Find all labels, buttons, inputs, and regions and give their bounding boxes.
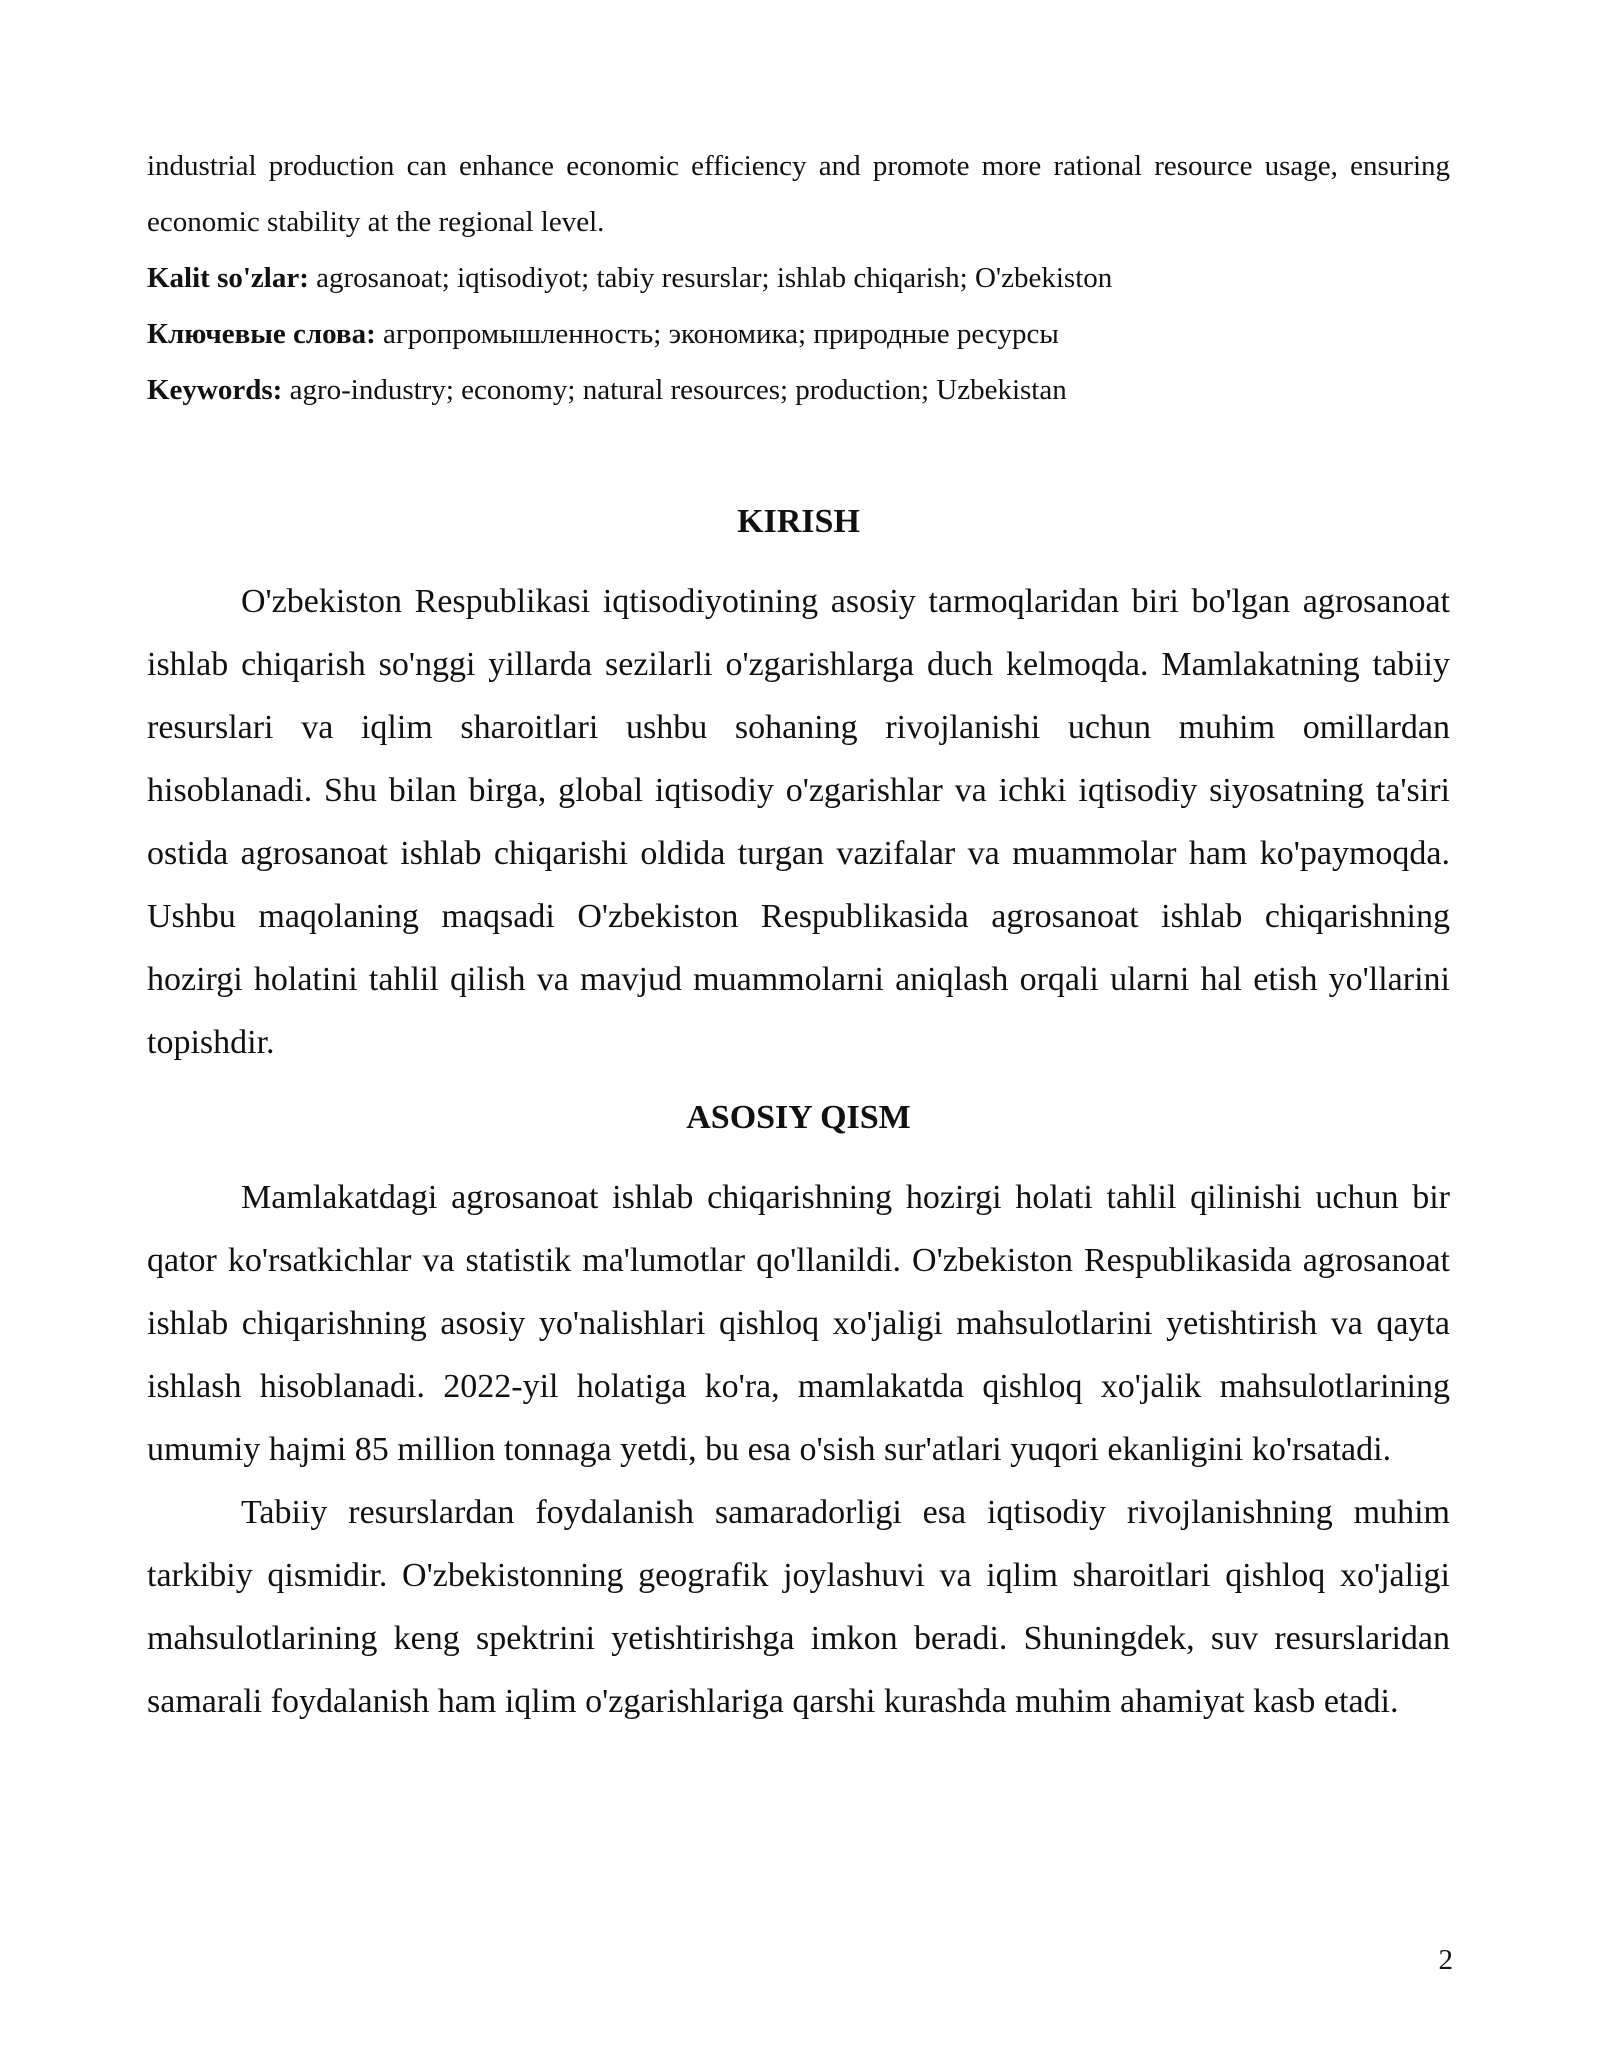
page-content [147, 138, 1450, 1733]
keywords-uz-label: Kalit so'zlar: [147, 262, 309, 294]
keywords-uz [147, 250, 1450, 306]
section-heading-main: ASOSIY QISM [686, 1099, 911, 1136]
keywords-uz-text: agrosanoat; iqtisodiyot; tabiy resurslar; ishlab chiqarish; O'zbekiston [308, 262, 1113, 294]
main-paragraph-1: Mamlakatdagi agrosanoat ishlab chiqarishning hozirgi holati tahlil qilinishi uchun bir qator ko'rsatkichlar va statistik ma'lumotlar qo'llanildi. O'zbekiston Respublikasida agrosanoat ishlab chiqarishning asosiy yo'nalishlari qishloq xo'jaligi mahsulotlarini yetishtirish va qayta ishlash hisoblanadi. 2022-yil holatiga ko'ra, mamlakatda qishloq xo'jalik mahsulotlarining umumiy hajmi 85 million tonnaga yetdi, bu esa o'sish sur'atlari yuqori ekanligini ko'rsatadi. [147, 1179, 1450, 1468]
page-number: 2 [1438, 1944, 1453, 1976]
keywords-ru-label: Ключевые слова: [147, 318, 376, 350]
main-paragraph-2: Tabiiy resurslardan foydalanish samaradorligi esa iqtisodiy rivojlanishning muhim tarkibiy qismidir. O'zbekistonning geografik joylashuvi va iqlim sharoitlari qishloq xo'jaligi mahsulotlarining keng spektrini yetishtirishga imkon beradi. Shuningdek, suv resurslaridan samarali foydalanish ham iqlim o'zgarishlariga qarshi kurashda muhim ahamiyat kasb etadi. [147, 1494, 1450, 1720]
keywords-en-text: agro-industry; economy; natural resources; production; Uzbekistan [282, 374, 1067, 406]
abstract-text: industrial production can enhance economic efficiency and promote more rational resource usage, ensuring economic stability at the regional level. [147, 150, 1450, 238]
keywords-en [147, 362, 1450, 418]
keywords-en-label: Keywords: [147, 374, 283, 406]
keywords-ru-text: агропромышленность; экономика; природные ресурсы [375, 318, 1059, 350]
intro-paragraph: O'zbekiston Respublikasi iqtisodiyotining asosiy tarmoqlaridan biri bo'lgan agrosanoat ishlab chiqarish so'nggi yillarda sezilarli o'zgarishlarga duch kelmoqda. Mamlakatning tabiiy resurslari va iqlim sharoitlari ushbu sohaning rivojlanishi uchun muhim omillardan hisoblanadi. Shu bilan birga, global iqtisodiy o'zgarishlar va ichki iqtisodiy siyosatning ta'siri ostida agrosanoat ishlab chiqarishi oldida turgan vazifalar va muammolar ham ko'paymoqda. Ushbu maqolaning maqsadi O'zbekiston Respublikasida agrosanoat ishlab chiqarishning hozirgi holatini tahlil qilish va mavjud muammolarni aniqlash orqali ularni hal etish yo'llarini topishdir. [147, 583, 1450, 1061]
keywords-ru [147, 306, 1450, 362]
section-heading-intro: KIRISH [737, 503, 860, 540]
